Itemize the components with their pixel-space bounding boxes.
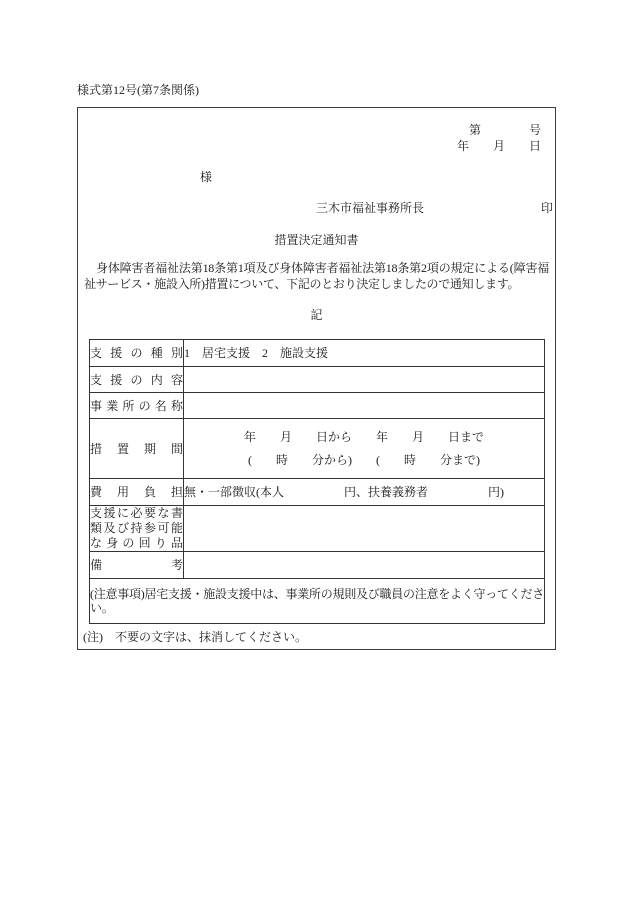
- row-cost: [90, 479, 545, 506]
- items-label-cell: [90, 506, 184, 552]
- row-remarks: [90, 552, 545, 579]
- support-content-value: [184, 367, 545, 393]
- support-content-label-cell: [90, 367, 184, 393]
- issuer-name: 三木市福祉事務所長: [316, 201, 425, 215]
- period-label: 措置期間: [90, 441, 183, 456]
- seal-mark: 印: [541, 201, 554, 215]
- cost-label: 費用負担: [90, 485, 183, 499]
- items-value: [184, 506, 545, 552]
- cost-label-cell: [90, 479, 184, 506]
- row-provider-name: [90, 393, 545, 419]
- document-title: 措置決定通知書: [274, 233, 359, 247]
- provider-name-label: 事業所の名称: [90, 398, 183, 413]
- remarks-label-cell: [90, 552, 184, 579]
- row-items: [90, 506, 545, 552]
- support-type-value: 1 居宅支援 2 施設支援: [184, 340, 545, 367]
- record-mark: 記: [310, 308, 323, 322]
- footnote: (注) 不要の文字は、抹消してください。: [83, 630, 307, 644]
- period-date-line: 年 月 日から 年 月 日まで: [243, 429, 484, 444]
- items-label: 支援に必要な書類及び持参可能な身の回り品: [90, 506, 183, 550]
- notice-body: 身体障害者福祉法第18条第1項及び身体障害者福祉法第18条第2項の規定による(障害福祉サービス・施設入所)措置について、下記のとおり決定しましたので通知します。: [84, 261, 549, 291]
- remarks-value: [184, 552, 545, 579]
- support-type-label: 支援の種別: [90, 346, 183, 360]
- row-period: [90, 419, 545, 479]
- period-time-line: ( 時 分から) ( 時 分まで): [248, 452, 480, 467]
- document-number: 第 号: [468, 123, 541, 137]
- period-label-cell: [90, 419, 184, 479]
- row-support-type: [90, 340, 545, 367]
- remarks-label: 備考: [90, 558, 183, 572]
- caution-notes: (注意事項)居宅支援・施設支援中は、事業所の規則及び職員の注意をよく守ってください。: [90, 579, 545, 624]
- issue-date: 年 月 日: [456, 139, 541, 153]
- form-number: 様式第12号(第7条関係): [77, 83, 199, 97]
- detail-table: [89, 339, 545, 624]
- period-value: [184, 419, 545, 479]
- provider-name-label-cell: [90, 393, 184, 419]
- addressee-suffix: 様: [200, 170, 213, 184]
- cost-value: 無・一部徴収(本人 円、扶養義務者 円): [184, 479, 545, 506]
- provider-name-value: [184, 393, 545, 419]
- row-notes: [90, 579, 545, 624]
- row-support-content: [90, 367, 545, 393]
- support-type-label-cell: [90, 340, 184, 367]
- support-content-label: 支援の内容: [90, 372, 183, 387]
